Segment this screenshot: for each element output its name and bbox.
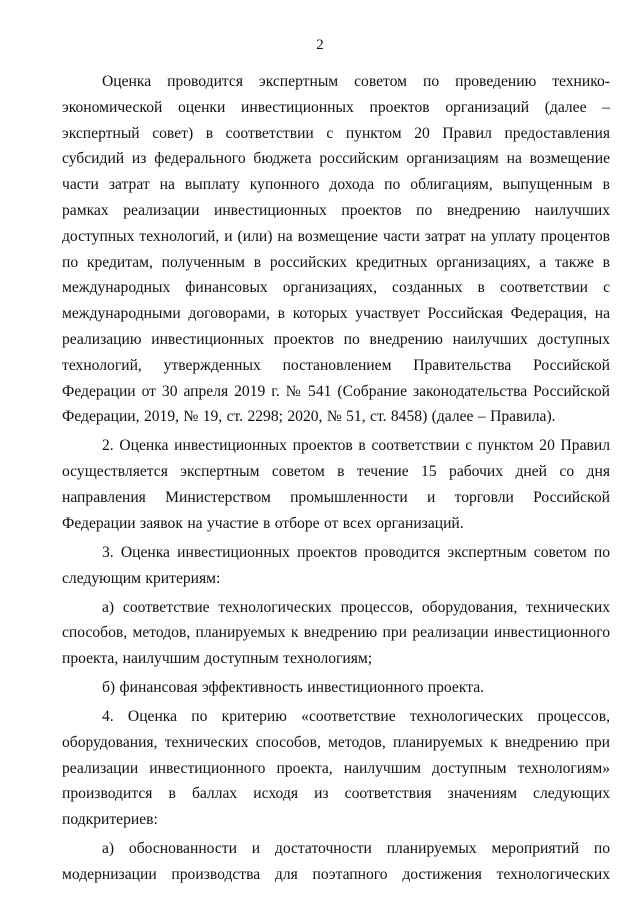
paragraph-4a: а) обоснованности и достаточности планируемых мероприятий по модернизации производства для поэтапного достижения технологических	[62, 840, 610, 884]
document-body	[62, 69, 610, 888]
paragraph-3b: б) финансовая эффективность инвестиционного проекта.	[102, 679, 485, 697]
paragraph-intro: Оценка проводится экспертным советом по проведению технико-экономической оценки инвестиционных проектов организаций (далее – экспертный совет) в соответствии с пунктом 20 Правил предоставления субсидий из федерального бюджета российским организациям на возмещение части затрат на выплату купонного дохода по облигациям, выпущенным в рамках реализации инвестиционных проектов по внедрению наилучших доступных технологий, и (или) на возмещение части затрат на уплату процентов по кредитам, полученным в российских кредитных организациях, а также в международных финансовых организациях, созданных в соответствии с международными договорами, в которых участвует Российская Федерация, на реализацию инвестиционных проектов по внедрению наилучших доступных технологий, утвержденных постановлением Правительства Российской Федерации от 30 апреля 2019 г. № 541 (Собрание законодательства Российской Федерации, 2019, № 19, ст. 2298; 2020, № 51, ст. 8458) (далее – Правила).	[62, 73, 610, 426]
paragraph-2: 2. Оценка инвестиционных проектов в соответствии с пунктом 20 Правил осуществляется экспертным советом в течение 15 рабочих дней со дня направления Министерством промышленности и торговли Российской Федерации заявок на участие в отборе от всех организаций.	[62, 437, 610, 532]
paragraph-4: 4. Оценка по критерию «соответствие технологических процессов, оборудования, технических способов, методов, планируемых к внедрению при реализации инвестиционного проекта, наилучшим доступным технологиям» производится в баллах исходя из соответствия значениям следующих подкритериев:	[62, 708, 610, 829]
paragraph-3: 3. Оценка инвестиционных проектов проводится экспертным советом по следующим критериям:	[62, 543, 610, 587]
paragraph-3a: а) соответствие технологических процессов, оборудования, технических способов, методов, планируемых к внедрению при реализации инвестиционного проекта, наилучшим доступным технологиям;	[62, 598, 610, 668]
page-number: 2	[316, 37, 324, 53]
